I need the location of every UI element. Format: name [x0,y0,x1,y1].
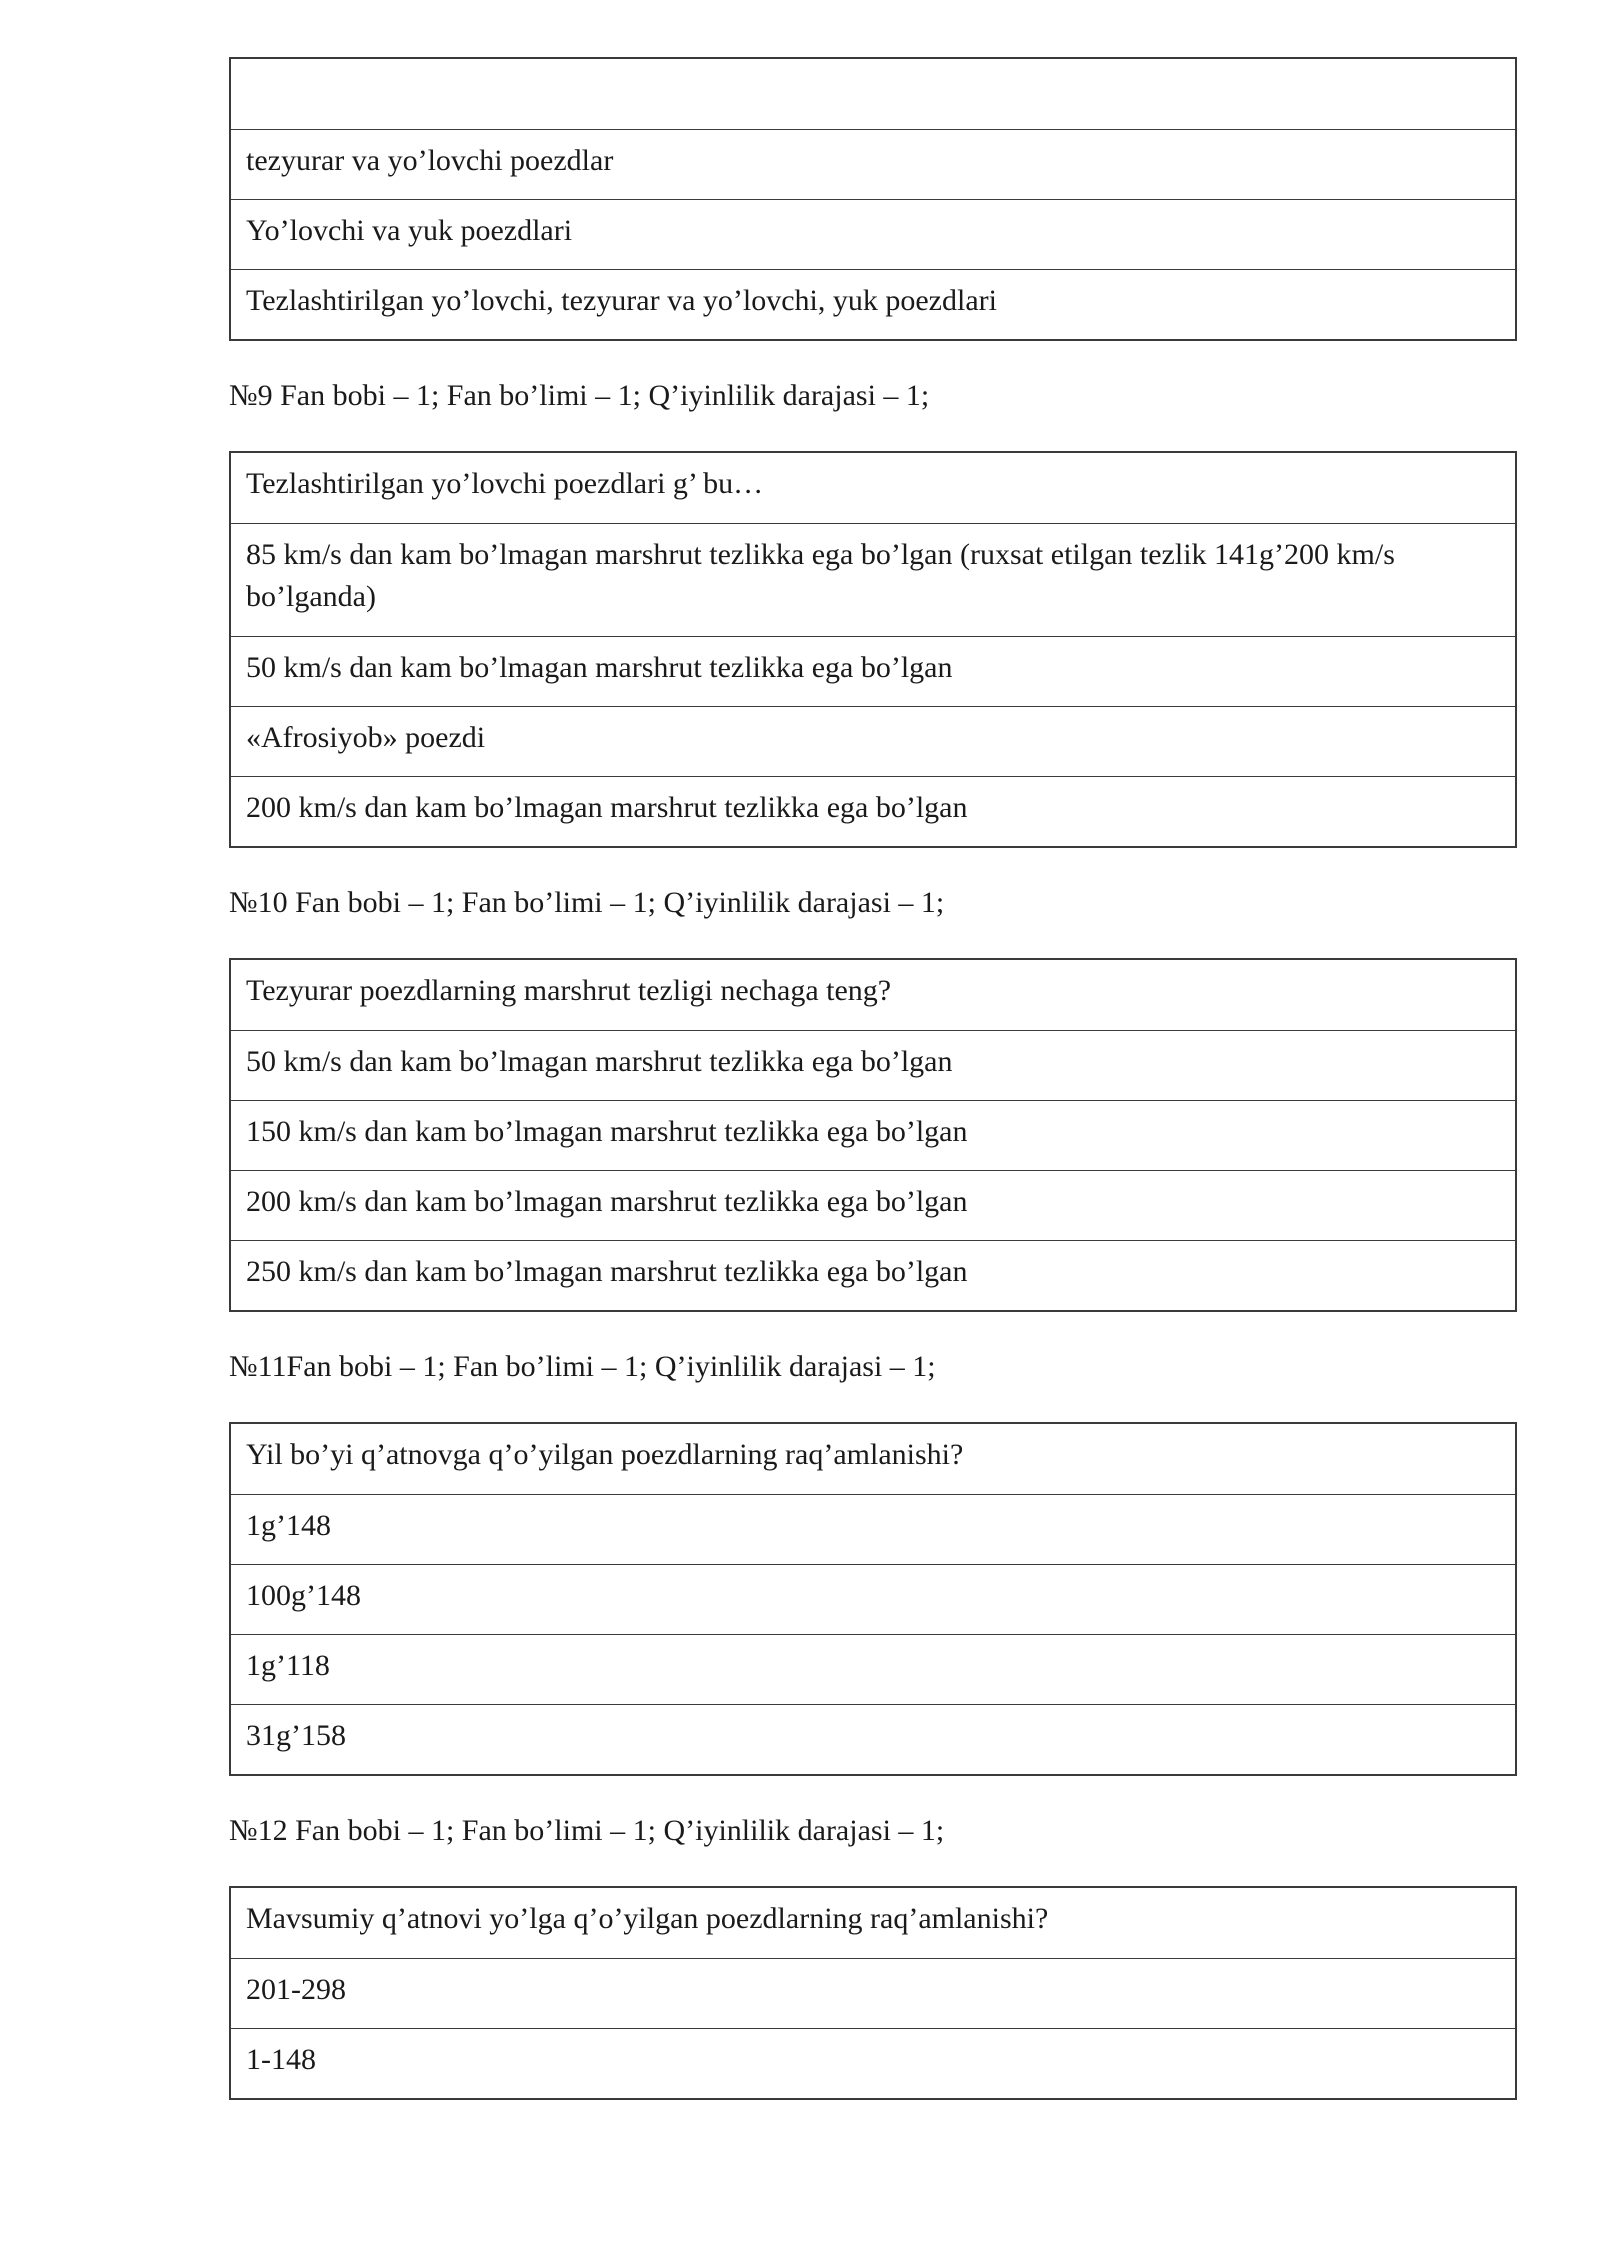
question-heading-12: №12 Fan bobi – 1; Fan bo’limi – 1; Q’iyinlilik darajasi – 1; [229,1814,945,1847]
answer-cell: 1g’118 [231,1634,1515,1704]
answer-cell: tezyurar va yo’lovchi poezdlar [231,129,1515,199]
answer-cell: 85 km/s dan kam bo’lmagan marshrut tezlikka ega bo’lgan (ruxsat etilgan tezlik 141g’200 km/s bo’lganda) [231,523,1515,636]
question-cell: Yil bo’yi q’atnovga q’o’yilgan poezdlarning raq’amlanishi? [246,1438,964,1471]
answer-cell: Tezlashtirilgan yo’lovchi, tezyurar va yo’lovchi, yuk poezdlari [231,269,1515,339]
question-cell: Tezyurar poezdlarning marshrut tezligi nechaga teng? [246,974,892,1007]
answer-table-q11 [229,1422,1517,1776]
document-page [229,57,1517,2100]
answer-cell: 200 km/s dan kam bo’lmagan marshrut tezlikka ega bo’lgan [231,776,1515,846]
answer-cell: «Afrosiyob» poezdi [231,706,1515,776]
answer-cell: 50 km/s dan kam bo’lmagan marshrut tezlikka ega bo’lgan [231,1030,1515,1100]
question-heading-11: №11Fan bobi – 1; Fan bo’limi – 1; Q’iyinlilik darajasi – 1; [229,1350,936,1383]
answer-cell: 1g’148 [231,1494,1515,1564]
question-heading-9: №9 Fan bobi – 1; Fan bo’limi – 1; Q’iyinlilik darajasi – 1; [229,379,930,412]
answer-table-q9 [229,451,1517,848]
answer-cell: 250 km/s dan kam bo’lmagan marshrut tezlikka ega bo’lgan [231,1240,1515,1310]
answer-cell: 31g’158 [231,1704,1515,1774]
answer-cell: 201-298 [231,1958,1515,2028]
question-cell: Tezlashtirilgan yo’lovchi poezdlari g’ bu… [246,467,764,500]
question-cell: Mavsumiy q’atnovi yo’lga q’o’yilgan poezdlarning raq’amlanishi? [246,1902,1049,1935]
answer-cell: 50 km/s dan kam bo’lmagan marshrut tezlikka ega bo’lgan [231,636,1515,706]
answer-cell: 1-148 [231,2028,1515,2098]
question-cell [231,59,1515,129]
answer-cell: 200 km/s dan kam bo’lmagan marshrut tezlikka ega bo’lgan [231,1170,1515,1240]
answer-cell: Yo’lovchi va yuk poezdlari [231,199,1515,269]
answer-table-q8 [229,57,1517,341]
question-heading-10: №10 Fan bobi – 1; Fan bo’limi – 1; Q’iyinlilik darajasi – 1; [229,886,945,919]
answer-cell: 100g’148 [231,1564,1515,1634]
answer-table-q10 [229,958,1517,1312]
answer-table-q12 [229,1886,1517,2100]
answer-cell: 150 km/s dan kam bo’lmagan marshrut tezlikka ega bo’lgan [231,1100,1515,1170]
